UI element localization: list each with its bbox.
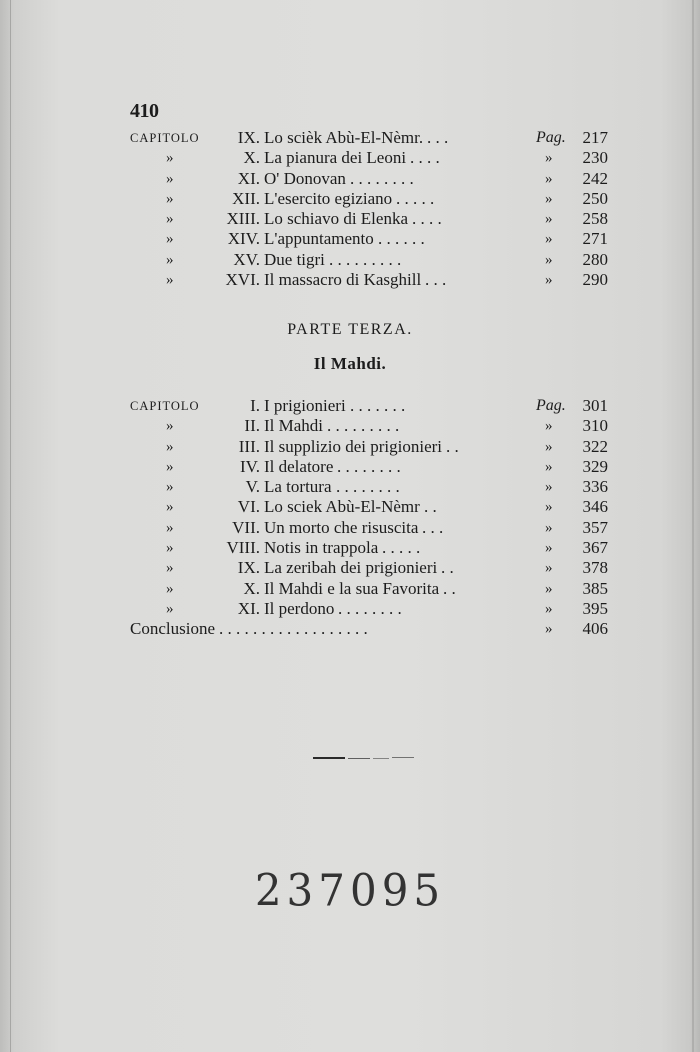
toc-chapter-label: » xyxy=(166,438,174,455)
toc-leader-dots: . . . . xyxy=(412,209,442,229)
toc-entry xyxy=(0,416,700,436)
toc-chapter-label: » xyxy=(166,272,174,289)
toc-chapter-label: » xyxy=(166,580,174,597)
toc-entry-conclusion xyxy=(0,619,700,639)
toc-chapter-title: Il massacro di Kasghill xyxy=(264,270,422,290)
toc-chapter-title: L'appuntamento xyxy=(264,229,374,249)
toc-chapter-title: La tortura xyxy=(264,477,332,497)
toc-chapter-title: I prigionieri xyxy=(264,396,346,415)
toc-chapter-numeral: II. xyxy=(244,416,260,436)
toc-page-prefix: » xyxy=(545,580,553,597)
toc-page-number: 346 xyxy=(582,497,608,517)
toc-chapter-label: » xyxy=(166,418,174,435)
toc-entry xyxy=(0,250,700,270)
toc-entry xyxy=(0,457,700,477)
toc-chapter-title: Due tigri xyxy=(264,249,325,269)
toc-page-prefix: » xyxy=(545,479,553,496)
toc-leader-dots: . . . . . . . xyxy=(350,396,406,415)
toc-leader-dots: . . . . . . . . . xyxy=(329,249,402,269)
toc-leader-dots: . . . xyxy=(422,517,444,537)
toc-page-number: 230 xyxy=(582,148,608,168)
toc-page-number: 385 xyxy=(582,578,608,598)
toc-chapter-title: Il Mahdi e la sua Favorita xyxy=(264,578,440,598)
toc-page-number: 395 xyxy=(582,598,608,618)
toc-chapter-numeral: XI. xyxy=(237,598,260,618)
toc-chapter-numeral: IV. xyxy=(240,456,260,476)
toc-page-number: 280 xyxy=(582,249,608,269)
toc-chapter-label: » xyxy=(166,540,174,557)
toc-entry xyxy=(0,128,700,148)
toc-chapter-title: Il perdono xyxy=(264,598,335,618)
toc-chapter-title: Lo sciek Abù-El-Nèmr xyxy=(264,497,420,517)
toc-entry xyxy=(0,396,700,416)
part-heading: PARTE TERZA. xyxy=(287,321,413,338)
toc-chapter-title: L'esercito egiziano xyxy=(264,188,393,208)
toc-chapter-numeral: IX. xyxy=(237,128,260,147)
page-number: 410 xyxy=(130,100,159,122)
toc-entry xyxy=(0,148,700,168)
toc-page-number: 329 xyxy=(582,456,608,476)
toc-entry xyxy=(0,209,700,229)
catalog-number: 237095 xyxy=(254,864,446,917)
toc-chapter-label: » xyxy=(166,150,174,167)
toc-page-number: 336 xyxy=(582,477,608,497)
toc-page-number: 406 xyxy=(582,619,608,639)
toc-page-number: 301 xyxy=(582,396,608,415)
toc-leader-dots: . . xyxy=(443,578,456,598)
ornamental-rule-segment xyxy=(348,758,370,759)
toc-chapter-title: La zeribah dei prigionieri xyxy=(264,558,438,578)
toc-leader-dots: . . . . . . . . xyxy=(350,168,414,188)
toc-chapter-label: » xyxy=(166,600,174,617)
toc-entry xyxy=(0,477,700,497)
toc-chapter-title: Un morto che risuscita xyxy=(264,517,419,537)
toc-page-prefix: » xyxy=(545,418,553,435)
toc-entry xyxy=(0,229,700,249)
toc-page-number: 310 xyxy=(582,416,608,436)
toc-leader-dots: . . xyxy=(446,436,459,456)
toc-leader-dots: . . . xyxy=(425,270,447,290)
toc-chapter-label: CAPITOLO xyxy=(130,131,200,145)
toc-entry xyxy=(0,558,700,578)
toc-chapter-label: » xyxy=(166,231,174,248)
toc-leader-dots: . . . . . . . . xyxy=(338,598,402,618)
toc-chapter-label: » xyxy=(166,211,174,228)
toc-chapter-label: » xyxy=(166,560,174,577)
toc-entry xyxy=(0,538,700,558)
toc-chapter-label: » xyxy=(166,190,174,207)
table-of-contents-part-two xyxy=(0,128,700,290)
toc-chapter-title: Il delatore xyxy=(264,456,334,476)
toc-page-prefix: » xyxy=(545,540,553,557)
toc-page-number: 242 xyxy=(582,168,608,188)
toc-page-prefix: » xyxy=(545,499,553,516)
toc-page-prefix: » xyxy=(545,519,553,536)
toc-leader-dots: . . . . . . . . . . . . . . . . . . xyxy=(219,619,368,639)
toc-page-prefix: » xyxy=(545,170,553,187)
toc-chapter-numeral: XIII. xyxy=(226,209,260,229)
toc-chapter-numeral: V. xyxy=(245,477,260,497)
toc-chapter-title: La pianura dei Leoni xyxy=(264,148,407,168)
toc-chapter-label: CAPITOLO xyxy=(130,399,200,413)
toc-page-prefix: » xyxy=(545,600,553,617)
toc-chapter-numeral: X. xyxy=(243,578,260,598)
toc-chapter-numeral: VI. xyxy=(237,497,260,517)
toc-entry xyxy=(0,270,700,290)
toc-page-prefix: » xyxy=(545,150,553,167)
toc-leader-dots: . . xyxy=(441,558,454,578)
toc-chapter-title: O' Donovan xyxy=(264,168,346,188)
toc-page-number: 322 xyxy=(582,436,608,456)
toc-entry xyxy=(0,437,700,457)
toc-page-number: 271 xyxy=(582,229,608,249)
toc-chapter-label: » xyxy=(166,519,174,536)
toc-leader-dots: . . . . . . . . . xyxy=(327,416,400,436)
toc-chapter-numeral: IX. xyxy=(237,558,260,578)
toc-page-number: 367 xyxy=(582,538,608,558)
toc-leader-dots: . . . . . xyxy=(382,538,421,558)
toc-chapter-numeral: XI. xyxy=(237,168,260,188)
toc-page-prefix: » xyxy=(545,272,553,289)
toc-entry xyxy=(0,169,700,189)
ornamental-rule xyxy=(313,757,345,759)
toc-entry xyxy=(0,579,700,599)
toc-page-prefix: » xyxy=(545,560,553,577)
toc-chapter-numeral: I. xyxy=(250,396,260,415)
toc-chapter-numeral: III. xyxy=(238,436,260,456)
toc-chapter-label: » xyxy=(166,170,174,187)
toc-entry xyxy=(0,497,700,517)
toc-chapter-title: Il Mahdi xyxy=(264,416,324,436)
toc-chapter-numeral: XVI. xyxy=(225,270,260,290)
toc-page-prefix: » xyxy=(545,621,553,638)
toc-chapter-title: Il supplizio dei prigionieri xyxy=(264,436,442,456)
toc-leader-dots: . . xyxy=(424,497,437,517)
ornamental-rule-segment xyxy=(392,757,414,758)
toc-chapter-label: » xyxy=(166,479,174,496)
toc-chapter-numeral: X. xyxy=(243,148,260,168)
toc-page-prefix: » xyxy=(545,190,553,207)
toc-chapter-numeral: VIII. xyxy=(226,538,260,558)
toc-entry xyxy=(0,599,700,619)
table-of-contents-part-three xyxy=(0,396,700,640)
toc-entry xyxy=(0,518,700,538)
toc-chapter-title: Lo scièk Abù-El-Nèmr. xyxy=(264,128,424,147)
toc-chapter-numeral: VII. xyxy=(232,517,260,537)
toc-page-number: 290 xyxy=(582,270,608,290)
conclusion-title: Conclusione xyxy=(130,619,215,639)
toc-chapter-numeral: XIV. xyxy=(227,229,260,249)
toc-page-prefix: Pag. xyxy=(536,129,566,146)
toc-chapter-title: Lo schiavo di Elenka xyxy=(264,209,408,229)
toc-chapter-numeral: XV. xyxy=(233,249,260,269)
toc-chapter-numeral: XII. xyxy=(232,188,260,208)
toc-page-prefix: » xyxy=(545,458,553,475)
toc-leader-dots: . . . . . . xyxy=(378,229,425,249)
toc-page-prefix: » xyxy=(545,438,553,455)
toc-page-prefix: Pag. xyxy=(536,397,566,414)
toc-entry xyxy=(0,189,700,209)
toc-page-number: 378 xyxy=(582,558,608,578)
toc-page-prefix: » xyxy=(545,211,553,228)
toc-leader-dots: . . . . . . . . xyxy=(336,477,400,497)
toc-chapter-label: » xyxy=(166,499,174,516)
toc-page-number: 258 xyxy=(582,209,608,229)
ornamental-rule-segment xyxy=(373,758,389,759)
toc-chapter-label: » xyxy=(166,251,174,268)
part-subtitle: Il Mahdi. xyxy=(313,354,387,373)
toc-leader-dots: . . . . . . . . xyxy=(337,456,401,476)
toc-page-number: 217 xyxy=(582,128,608,147)
toc-leader-dots: . . . xyxy=(427,128,449,147)
toc-page-number: 250 xyxy=(582,188,608,208)
toc-leader-dots: . . . . . xyxy=(396,188,435,208)
toc-page-prefix: » xyxy=(545,231,553,248)
toc-chapter-label: » xyxy=(166,458,174,475)
toc-chapter-title: Notis in trappola xyxy=(264,538,379,558)
toc-page-number: 357 xyxy=(582,517,608,537)
toc-page-prefix: » xyxy=(545,251,553,268)
toc-leader-dots: . . . . xyxy=(410,148,440,168)
